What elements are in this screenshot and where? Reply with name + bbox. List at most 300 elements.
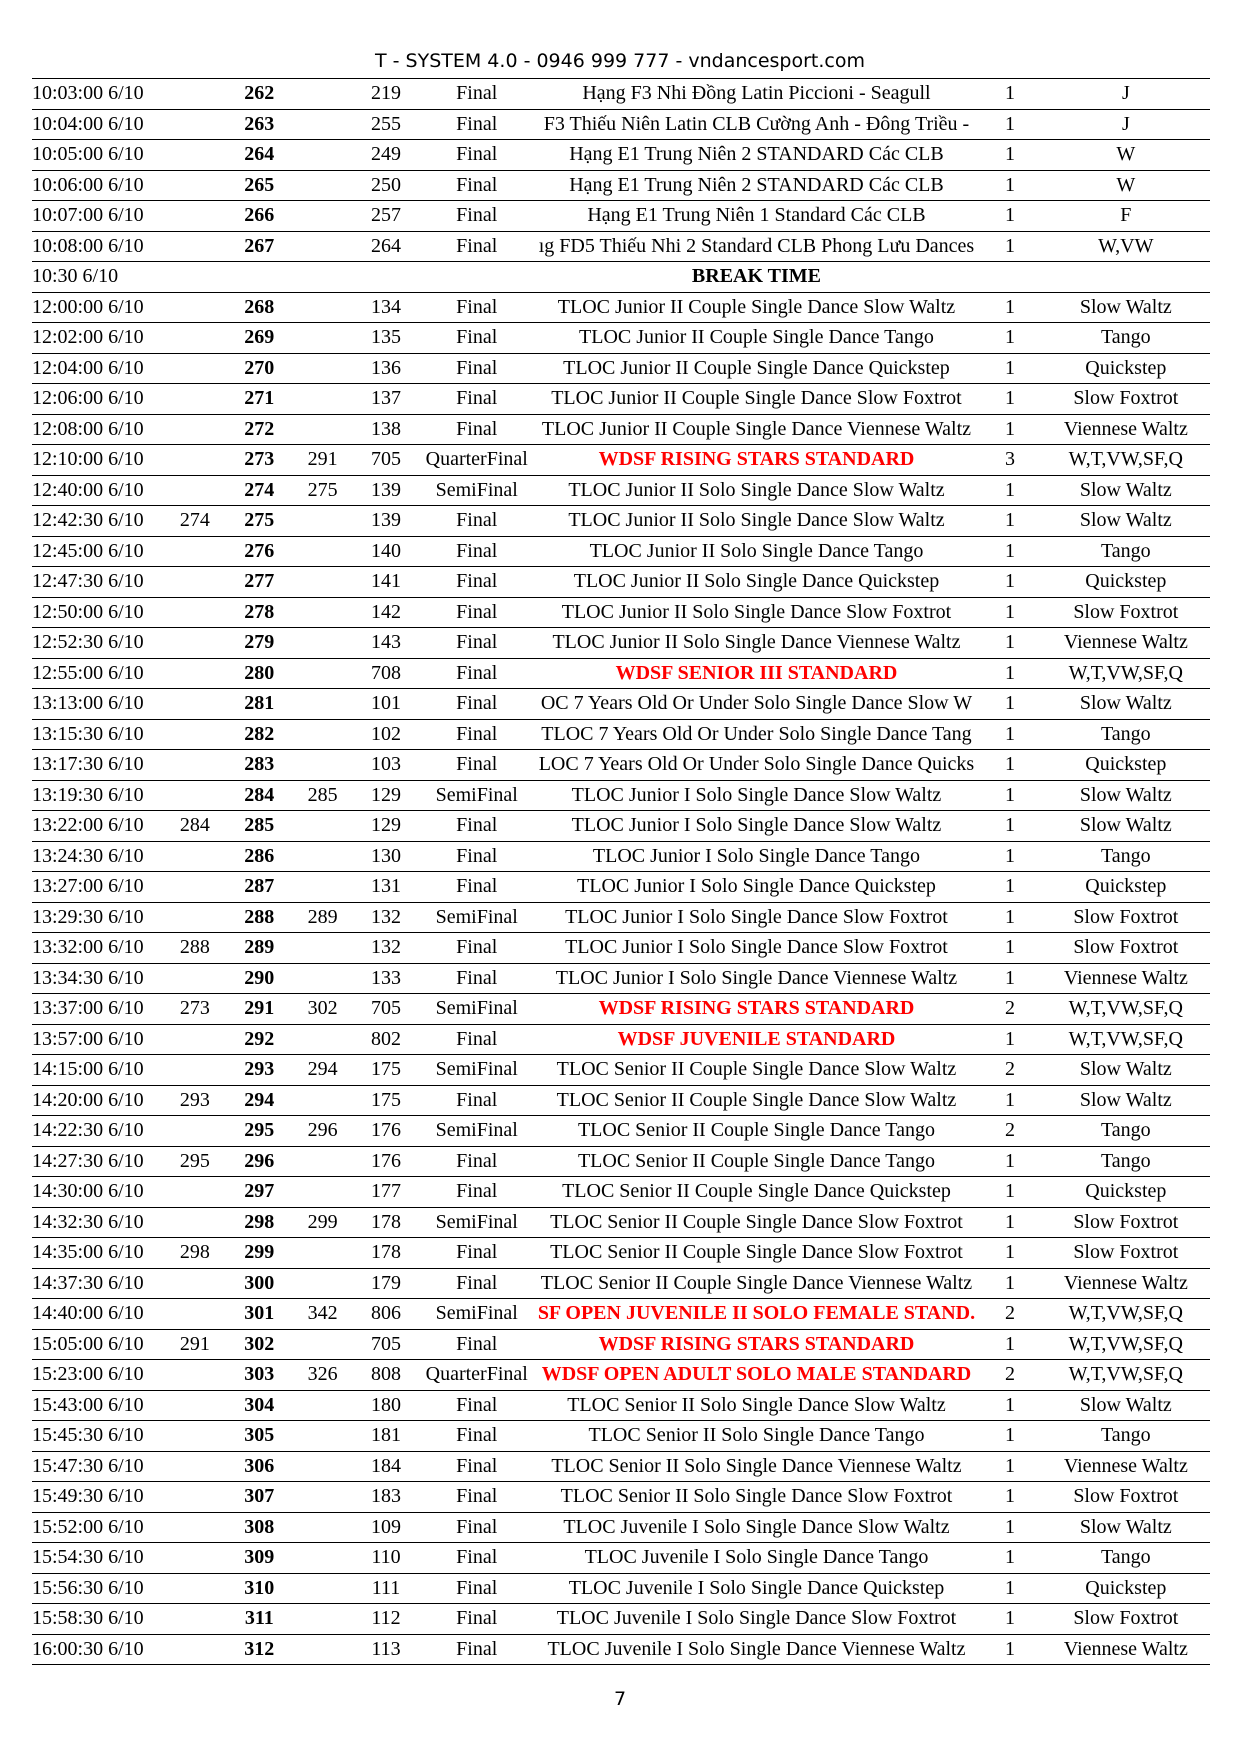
next-round-cell — [292, 1512, 353, 1543]
category-code-cell: 176 — [353, 1116, 419, 1147]
previous-round-cell — [163, 1543, 226, 1574]
event-name-cell: F3 Thiếu Niên Latin CLB Cường Anh - Đông Triều - — [535, 109, 979, 140]
round-cell: Final — [419, 414, 535, 445]
previous-round-cell — [163, 1421, 226, 1452]
heat-count-cell: 2 — [978, 1116, 1041, 1147]
event-number-cell: 297 — [227, 1177, 293, 1208]
event-number-cell: 271 — [227, 384, 293, 415]
previous-round-cell — [163, 384, 226, 415]
category-code-cell: 178 — [353, 1238, 419, 1269]
category-code-cell: 139 — [353, 475, 419, 506]
next-round-cell — [292, 841, 353, 872]
category-code-cell: 249 — [353, 140, 419, 171]
dances-cell: Quickstep — [1042, 750, 1210, 781]
dances-cell: Slow Foxtrot — [1042, 1482, 1210, 1513]
table-row — [32, 1207, 1210, 1238]
heat-count-cell: 1 — [978, 1207, 1041, 1238]
next-round-cell — [292, 79, 353, 110]
event-name-cell: TLOC Senior II Solo Single Dance Slow Foxtrot — [535, 1482, 979, 1513]
table-row — [32, 231, 1210, 262]
next-round-cell — [292, 1573, 353, 1604]
event-number-cell: 280 — [227, 658, 293, 689]
table-row — [32, 506, 1210, 537]
schedule-body — [32, 79, 1210, 1665]
event-number-cell: 312 — [227, 1634, 293, 1665]
table-row — [32, 719, 1210, 750]
event-number-cell: 296 — [227, 1146, 293, 1177]
table-row — [32, 841, 1210, 872]
previous-round-cell — [163, 475, 226, 506]
next-round-cell — [292, 567, 353, 598]
table-row — [32, 1604, 1210, 1635]
category-code-cell: 143 — [353, 628, 419, 659]
event-number-cell: 283 — [227, 750, 293, 781]
schedule-table — [32, 78, 1210, 1665]
round-cell: QuarterFinal — [419, 445, 535, 476]
previous-round-cell: 273 — [163, 994, 226, 1025]
table-row — [32, 1482, 1210, 1513]
next-round-cell — [292, 1634, 353, 1665]
heat-count-cell: 1 — [978, 79, 1041, 110]
heat-count-cell: 1 — [978, 963, 1041, 994]
event-number-cell: 273 — [227, 445, 293, 476]
round-cell: QuarterFinal — [419, 1360, 535, 1391]
previous-round-cell: 291 — [163, 1329, 226, 1360]
event-name-cell: TLOC Junior II Solo Single Dance Slow Foxtrot — [535, 597, 979, 628]
page-header: T - SYSTEM 4.0 - 0946 999 777 - vndancesport.com — [375, 50, 865, 72]
event-number-cell: 307 — [227, 1482, 293, 1513]
next-round-cell: 299 — [292, 1207, 353, 1238]
previous-round-cell — [163, 1116, 226, 1147]
dances-cell: Slow Foxtrot — [1042, 384, 1210, 415]
dances-cell: W,T,VW,SF,Q — [1042, 1329, 1210, 1360]
table-row — [32, 353, 1210, 384]
round-cell: SemiFinal — [419, 1116, 535, 1147]
dances-cell: Quickstep — [1042, 1573, 1210, 1604]
heat-count-cell: 1 — [978, 475, 1041, 506]
heat-count-cell: 2 — [978, 994, 1041, 1025]
time-cell: 15:45:30 6/10 — [32, 1421, 163, 1452]
event-name-cell: TLOC Juvenile I Solo Single Dance Slow Foxtrot — [535, 1604, 979, 1635]
next-round-cell — [292, 201, 353, 232]
heat-count-cell: 1 — [978, 231, 1041, 262]
event-name-cell: TLOC Senior II Couple Single Dance Quickstep — [535, 1177, 979, 1208]
heat-count-cell: 1 — [978, 1512, 1041, 1543]
previous-round-cell: 274 — [163, 506, 226, 537]
heat-count-cell: 1 — [978, 719, 1041, 750]
event-name-cell: TLOC Juvenile I Solo Single Dance Tango — [535, 1543, 979, 1574]
event-name-cell: TLOC Junior I Solo Single Dance Slow Waltz — [535, 780, 979, 811]
previous-round-cell — [163, 79, 226, 110]
previous-round-cell — [163, 780, 226, 811]
event-number-cell: 264 — [227, 140, 293, 171]
time-cell: 12:50:00 6/10 — [32, 597, 163, 628]
table-row — [32, 1146, 1210, 1177]
round-cell: Final — [419, 1451, 535, 1482]
dances-cell: Slow Waltz — [1042, 1085, 1210, 1116]
table-row — [32, 780, 1210, 811]
round-cell: Final — [419, 353, 535, 384]
table-row — [32, 1299, 1210, 1330]
table-row — [32, 1055, 1210, 1086]
previous-round-cell — [163, 1634, 226, 1665]
next-round-cell: 302 — [292, 994, 353, 1025]
event-number-cell: 286 — [227, 841, 293, 872]
event-number-cell: 295 — [227, 1116, 293, 1147]
next-round-cell — [292, 963, 353, 994]
heat-count-cell: 1 — [978, 628, 1041, 659]
previous-round-cell — [163, 841, 226, 872]
heat-count-cell: 1 — [978, 1451, 1041, 1482]
table-row — [32, 1085, 1210, 1116]
dances-cell — [1042, 262, 1210, 293]
event-name-cell: TLOC Senior II Couple Single Dance Viennese Waltz — [535, 1268, 979, 1299]
event-name-cell: TLOC Junior II Solo Single Dance Slow Waltz — [535, 506, 979, 537]
event-name-cell: TLOC Junior II Couple Single Dance Viennese Waltz — [535, 414, 979, 445]
event-number-cell: 270 — [227, 353, 293, 384]
category-code-cell: 178 — [353, 1207, 419, 1238]
event-name-cell: BREAK TIME — [535, 262, 979, 293]
event-name-cell: ıg FD5 Thiếu Nhi 2 Standard CLB Phong Lưu Dances — [535, 231, 979, 262]
next-round-cell — [292, 1482, 353, 1513]
next-round-cell — [292, 1604, 353, 1635]
round-cell: Final — [419, 536, 535, 567]
category-code-cell: 175 — [353, 1085, 419, 1116]
round-cell: Final — [419, 1421, 535, 1452]
dances-cell: Tango — [1042, 536, 1210, 567]
round-cell: Final — [419, 1146, 535, 1177]
round-cell: Final — [419, 506, 535, 537]
dances-cell: Slow Waltz — [1042, 506, 1210, 537]
round-cell: Final — [419, 1634, 535, 1665]
round-cell: Final — [419, 567, 535, 598]
table-row — [32, 1573, 1210, 1604]
category-code-cell: 103 — [353, 750, 419, 781]
time-cell: 15:43:00 6/10 — [32, 1390, 163, 1421]
round-cell: Final — [419, 1573, 535, 1604]
time-cell: 14:35:00 6/10 — [32, 1238, 163, 1269]
dances-cell: Tango — [1042, 841, 1210, 872]
category-code-cell: 110 — [353, 1543, 419, 1574]
dances-cell: Tango — [1042, 719, 1210, 750]
dances-cell: Slow Foxtrot — [1042, 1238, 1210, 1269]
round-cell: Final — [419, 140, 535, 171]
dances-cell: J — [1042, 109, 1210, 140]
event-number-cell: 267 — [227, 231, 293, 262]
next-round-cell — [292, 811, 353, 842]
previous-round-cell: 284 — [163, 811, 226, 842]
dances-cell: Slow Waltz — [1042, 689, 1210, 720]
next-round-cell — [292, 719, 353, 750]
heat-count-cell — [978, 262, 1041, 293]
heat-count-cell: 1 — [978, 1421, 1041, 1452]
page-number: 7 — [613, 1688, 627, 1710]
time-cell: 15:56:30 6/10 — [32, 1573, 163, 1604]
round-cell: Final — [419, 933, 535, 964]
heat-count-cell: 2 — [978, 1299, 1041, 1330]
time-cell: 15:47:30 6/10 — [32, 1451, 163, 1482]
dances-cell: Slow Foxtrot — [1042, 902, 1210, 933]
event-number-cell: 292 — [227, 1024, 293, 1055]
heat-count-cell: 1 — [978, 872, 1041, 903]
event-number-cell: 304 — [227, 1390, 293, 1421]
table-row — [32, 1268, 1210, 1299]
category-code-cell: 112 — [353, 1604, 419, 1635]
event-name-cell: TLOC Senior II Couple Single Dance Tango — [535, 1116, 979, 1147]
time-cell: 13:32:00 6/10 — [32, 933, 163, 964]
heat-count-cell: 1 — [978, 1604, 1041, 1635]
event-number-cell: 284 — [227, 780, 293, 811]
event-name-cell: TLOC Senior II Couple Single Dance Tango — [535, 1146, 979, 1177]
category-code-cell: 219 — [353, 79, 419, 110]
time-cell: 13:19:30 6/10 — [32, 780, 163, 811]
previous-round-cell — [163, 323, 226, 354]
time-cell: 10:07:00 6/10 — [32, 201, 163, 232]
next-round-cell: 296 — [292, 1116, 353, 1147]
dances-cell: W,T,VW,SF,Q — [1042, 445, 1210, 476]
heat-count-cell: 1 — [978, 902, 1041, 933]
heat-count-cell: 1 — [978, 933, 1041, 964]
table-row — [32, 1451, 1210, 1482]
heat-count-cell: 1 — [978, 841, 1041, 872]
event-number-cell: 310 — [227, 1573, 293, 1604]
next-round-cell — [292, 140, 353, 171]
time-cell: 13:37:00 6/10 — [32, 994, 163, 1025]
heat-count-cell: 1 — [978, 1573, 1041, 1604]
table-row — [32, 933, 1210, 964]
dances-cell: Quickstep — [1042, 1177, 1210, 1208]
table-row — [32, 567, 1210, 598]
category-code-cell: 129 — [353, 780, 419, 811]
event-name-cell: Hạng E1 Trung Niên 2 STANDARD Các CLB — [535, 140, 979, 171]
previous-round-cell — [163, 1207, 226, 1238]
time-cell: 12:02:00 6/10 — [32, 323, 163, 354]
round-cell: SemiFinal — [419, 475, 535, 506]
round-cell: Final — [419, 628, 535, 659]
time-cell: 15:58:30 6/10 — [32, 1604, 163, 1635]
previous-round-cell — [163, 536, 226, 567]
dances-cell: Slow Waltz — [1042, 475, 1210, 506]
category-code-cell: 705 — [353, 994, 419, 1025]
heat-count-cell: 1 — [978, 536, 1041, 567]
next-round-cell: 326 — [292, 1360, 353, 1391]
category-code-cell: 250 — [353, 170, 419, 201]
time-cell: 12:10:00 6/10 — [32, 445, 163, 476]
table-row — [32, 109, 1210, 140]
next-round-cell — [292, 231, 353, 262]
heat-count-cell: 1 — [978, 689, 1041, 720]
event-number-cell: 294 — [227, 1085, 293, 1116]
event-name-cell: WDSF RISING STARS STANDARD — [535, 994, 979, 1025]
dances-cell: Slow Foxtrot — [1042, 597, 1210, 628]
previous-round-cell — [163, 658, 226, 689]
heat-count-cell: 1 — [978, 414, 1041, 445]
event-name-cell: TLOC Senior II Solo Single Dance Slow Waltz — [535, 1390, 979, 1421]
category-code-cell: 133 — [353, 963, 419, 994]
round-cell: Final — [419, 1543, 535, 1574]
time-cell: 12:00:00 6/10 — [32, 292, 163, 323]
event-number-cell: 299 — [227, 1238, 293, 1269]
heat-count-cell: 1 — [978, 658, 1041, 689]
dances-cell: Viennese Waltz — [1042, 414, 1210, 445]
event-number-cell: 266 — [227, 201, 293, 232]
previous-round-cell — [163, 170, 226, 201]
previous-round-cell — [163, 231, 226, 262]
round-cell: Final — [419, 719, 535, 750]
time-cell: 15:49:30 6/10 — [32, 1482, 163, 1513]
event-name-cell: LOC 7 Years Old Or Under Solo Single Dance Quicks — [535, 750, 979, 781]
table-row — [32, 902, 1210, 933]
previous-round-cell: 293 — [163, 1085, 226, 1116]
round-cell: Final — [419, 689, 535, 720]
dances-cell: Slow Foxtrot — [1042, 1604, 1210, 1635]
table-row — [32, 262, 1210, 293]
event-name-cell: TLOC Junior II Solo Single Dance Quickstep — [535, 567, 979, 598]
time-cell: 12:55:00 6/10 — [32, 658, 163, 689]
dances-cell: W,T,VW,SF,Q — [1042, 1024, 1210, 1055]
next-round-cell — [292, 689, 353, 720]
round-cell: Final — [419, 1238, 535, 1269]
next-round-cell — [292, 750, 353, 781]
time-cell: 10:08:00 6/10 — [32, 231, 163, 262]
heat-count-cell: 1 — [978, 1085, 1041, 1116]
category-code-cell: 806 — [353, 1299, 419, 1330]
heat-count-cell: 1 — [978, 201, 1041, 232]
category-code-cell: 255 — [353, 109, 419, 140]
event-name-cell: TLOC Senior II Couple Single Dance Slow Waltz — [535, 1085, 979, 1116]
category-code-cell — [353, 262, 419, 293]
heat-count-cell: 1 — [978, 597, 1041, 628]
previous-round-cell — [163, 872, 226, 903]
event-number-cell: 293 — [227, 1055, 293, 1086]
event-name-cell: TLOC Junior II Solo Single Dance Tango — [535, 536, 979, 567]
previous-round-cell — [163, 963, 226, 994]
round-cell: Final — [419, 323, 535, 354]
event-name-cell: TLOC Junior I Solo Single Dance Slow Waltz — [535, 811, 979, 842]
next-round-cell — [292, 323, 353, 354]
round-cell: Final — [419, 1390, 535, 1421]
dances-cell: Slow Waltz — [1042, 780, 1210, 811]
table-row — [32, 475, 1210, 506]
next-round-cell — [292, 872, 353, 903]
time-cell: 15:52:00 6/10 — [32, 1512, 163, 1543]
event-number-cell: 276 — [227, 536, 293, 567]
category-code-cell: 113 — [353, 1634, 419, 1665]
category-code-cell: 257 — [353, 201, 419, 232]
event-name-cell: Hạng F3 Nhi Đồng Latin Piccioni - Seagull — [535, 79, 979, 110]
previous-round-cell — [163, 628, 226, 659]
event-number-cell: 265 — [227, 170, 293, 201]
previous-round-cell: 295 — [163, 1146, 226, 1177]
table-row — [32, 1543, 1210, 1574]
time-cell: 10:05:00 6/10 — [32, 140, 163, 171]
heat-count-cell: 2 — [978, 1055, 1041, 1086]
heat-count-cell: 1 — [978, 780, 1041, 811]
event-number-cell: 282 — [227, 719, 293, 750]
heat-count-cell: 1 — [978, 170, 1041, 201]
time-cell: 15:54:30 6/10 — [32, 1543, 163, 1574]
dances-cell: Viennese Waltz — [1042, 1268, 1210, 1299]
event-name-cell: Hạng E1 Trung Niên 1 Standard Các CLB — [535, 201, 979, 232]
previous-round-cell — [163, 353, 226, 384]
event-number-cell: 300 — [227, 1268, 293, 1299]
table-row — [32, 1177, 1210, 1208]
category-code-cell: 264 — [353, 231, 419, 262]
dances-cell: Quickstep — [1042, 567, 1210, 598]
category-code-cell: 179 — [353, 1268, 419, 1299]
event-number-cell: 263 — [227, 109, 293, 140]
event-name-cell: TLOC Junior II Couple Single Dance Quickstep — [535, 353, 979, 384]
previous-round-cell — [163, 1024, 226, 1055]
round-cell: SemiFinal — [419, 1299, 535, 1330]
next-round-cell — [292, 933, 353, 964]
heat-count-cell: 1 — [978, 1543, 1041, 1574]
round-cell: SemiFinal — [419, 1055, 535, 1086]
dances-cell: Viennese Waltz — [1042, 1451, 1210, 1482]
next-round-cell — [292, 1268, 353, 1299]
dances-cell: Slow Foxtrot — [1042, 933, 1210, 964]
round-cell: Final — [419, 1482, 535, 1513]
heat-count-cell: 1 — [978, 384, 1041, 415]
category-code-cell: 130 — [353, 841, 419, 872]
previous-round-cell — [163, 719, 226, 750]
category-code-cell: 139 — [353, 506, 419, 537]
table-row — [32, 963, 1210, 994]
category-code-cell: 136 — [353, 353, 419, 384]
event-name-cell: TLOC 7 Years Old Or Under Solo Single Dance Tang — [535, 719, 979, 750]
time-cell: 12:40:00 6/10 — [32, 475, 163, 506]
event-number-cell: 291 — [227, 994, 293, 1025]
table-row — [32, 1329, 1210, 1360]
next-round-cell — [292, 658, 353, 689]
event-name-cell: TLOC Juvenile I Solo Single Dance Viennese Waltz — [535, 1634, 979, 1665]
dances-cell: W,T,VW,SF,Q — [1042, 994, 1210, 1025]
heat-count-cell: 1 — [978, 292, 1041, 323]
dances-cell: Tango — [1042, 1543, 1210, 1574]
table-row — [32, 201, 1210, 232]
event-name-cell: TLOC Junior I Solo Single Dance Slow Foxtrot — [535, 933, 979, 964]
dances-cell: Tango — [1042, 1116, 1210, 1147]
event-number-cell: 281 — [227, 689, 293, 720]
time-cell: 10:03:00 6/10 — [32, 79, 163, 110]
event-number-cell: 311 — [227, 1604, 293, 1635]
category-code-cell: 140 — [353, 536, 419, 567]
event-number-cell: 272 — [227, 414, 293, 445]
category-code-cell: 134 — [353, 292, 419, 323]
category-code-cell: 137 — [353, 384, 419, 415]
next-round-cell: 285 — [292, 780, 353, 811]
time-cell: 13:24:30 6/10 — [32, 841, 163, 872]
previous-round-cell — [163, 414, 226, 445]
next-round-cell — [292, 1451, 353, 1482]
table-row — [32, 1360, 1210, 1391]
category-code-cell: 175 — [353, 1055, 419, 1086]
next-round-cell — [292, 262, 353, 293]
previous-round-cell — [163, 1177, 226, 1208]
previous-round-cell — [163, 201, 226, 232]
table-row — [32, 140, 1210, 171]
heat-count-cell: 1 — [978, 1390, 1041, 1421]
round-cell: SemiFinal — [419, 994, 535, 1025]
event-number-cell: 301 — [227, 1299, 293, 1330]
category-code-cell: 142 — [353, 597, 419, 628]
table-row — [32, 994, 1210, 1025]
previous-round-cell — [163, 1299, 226, 1330]
time-cell: 14:22:30 6/10 — [32, 1116, 163, 1147]
next-round-cell — [292, 1146, 353, 1177]
event-name-cell: TLOC Juvenile I Solo Single Dance Slow Waltz — [535, 1512, 979, 1543]
time-cell: 15:23:00 6/10 — [32, 1360, 163, 1391]
